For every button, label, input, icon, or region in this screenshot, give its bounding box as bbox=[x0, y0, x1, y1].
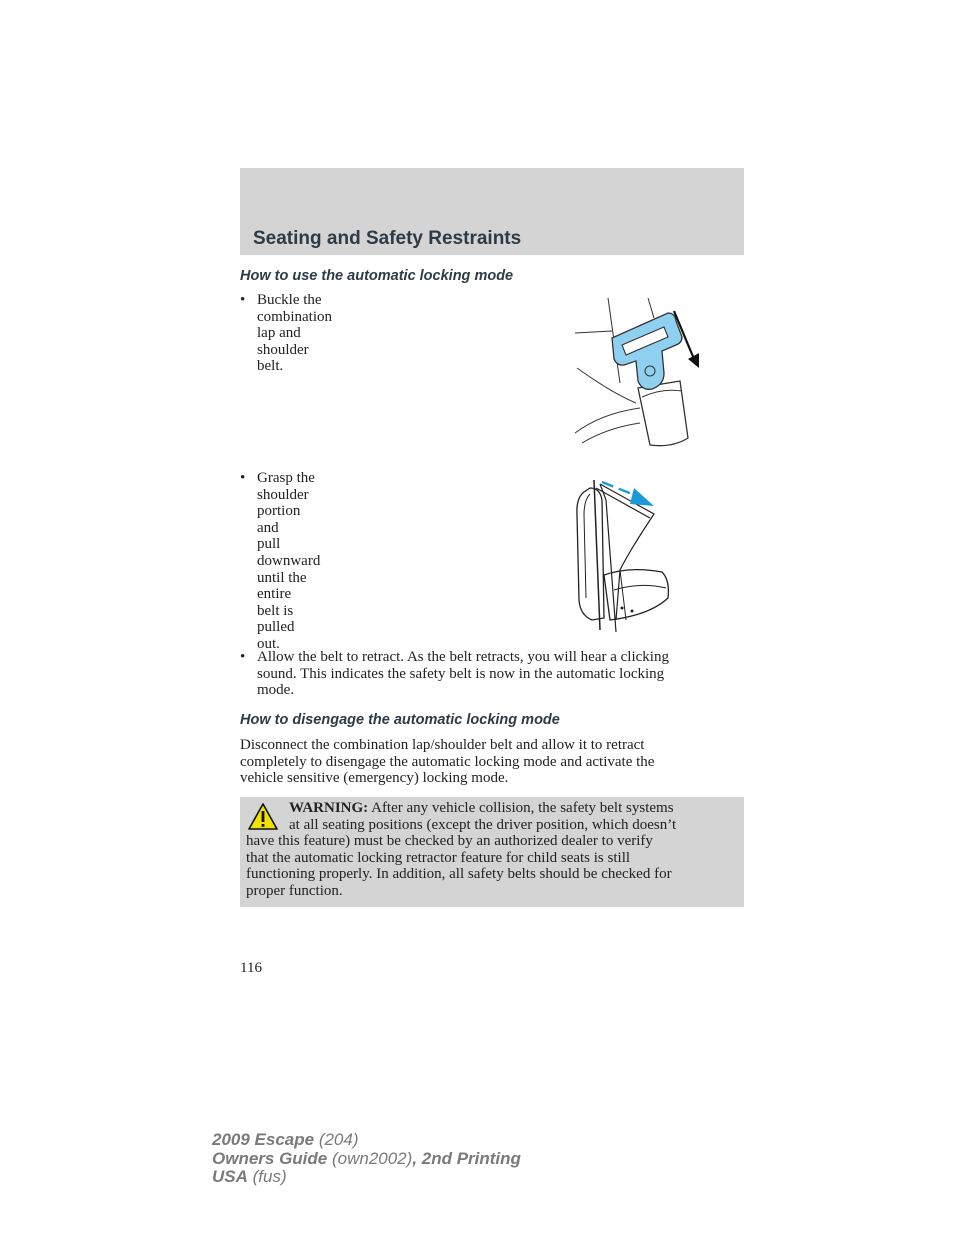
warning-label: WARNING: bbox=[289, 800, 369, 816]
bullet-symbol: • bbox=[240, 649, 246, 665]
subheading-use-locking-mode: How to use the automatic locking mode bbox=[240, 268, 514, 284]
page-number: 116 bbox=[240, 960, 262, 976]
seat-belt-pull-illustration bbox=[570, 470, 680, 638]
buckle-illustration bbox=[572, 293, 704, 453]
disengage-paragraph: Disconnect the combination lap/shoulder belt and allow it to retract completely to disengage the automatic locking mode and activate the vehicle sensitive (emergency) locking mode. bbox=[240, 737, 655, 787]
subheading-disengage-locking-mode: How to disengage the automatic locking mode bbox=[240, 712, 560, 728]
bullet-symbol: • bbox=[240, 292, 246, 308]
header-band bbox=[240, 168, 744, 255]
warning-box bbox=[240, 797, 744, 907]
document-footer: 2009 Escape (204) Owners Guide (own2002), 2nd Printing USA (fus) bbox=[212, 1130, 521, 1186]
warning-text: WARNING: After any vehicle collision, the safety belt systems at all seating positions (except the driver position, which doesn’t have this feature) must be checked by an authorized dealer to verify that the automatic locking retractor feature for child seats is still functioning properly. In addition, all safety belts should be checked for proper function. bbox=[246, 800, 677, 899]
page-section-title: Seating and Safety Restraints bbox=[253, 228, 522, 249]
bullet-symbol: • bbox=[240, 470, 246, 486]
